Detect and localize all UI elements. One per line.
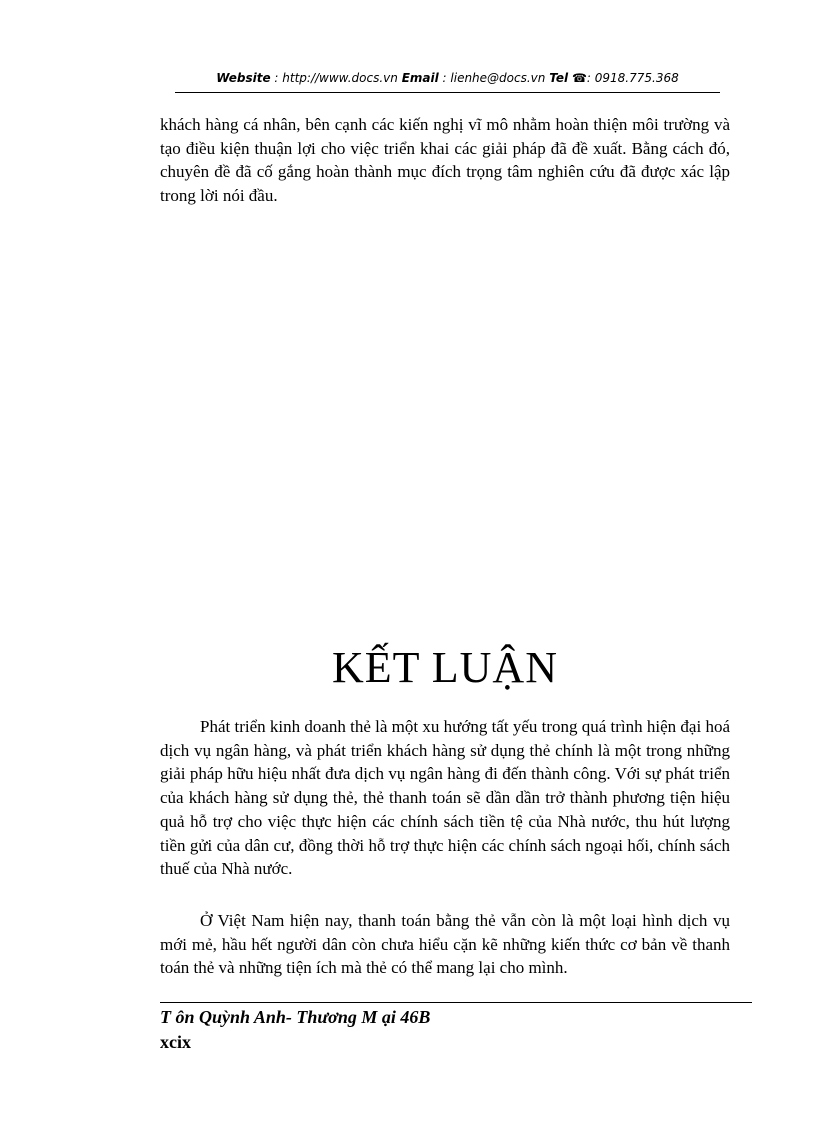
website-label: Website	[216, 71, 271, 85]
footer-rule	[160, 1002, 752, 1003]
section-title: KẾT LUẬN	[332, 643, 558, 692]
page-header	[175, 70, 720, 86]
phone-icon: ☎	[571, 71, 587, 85]
conclusion-paragraph-1: Phát triển kinh doanh thẻ là một xu hướng tất yếu trong quá trình hiện đại hoá dịch vụ ngân hàng, và phát triển khách hàng sử dụng thẻ chính là một trong những giải pháp hữu hiệu nhất đưa dịch vụ ngân hàng đi đến thành công. Với sự phát triển của khách hàng sử dụng thẻ, thẻ thanh toán sẽ dần dần trở thành phương tiện hiệu quả hỗ trợ cho việc thực hiện các chính sách tiền tệ của Nhà nước, thu hút lượng tiền gửi của dân cư, đồng thời hỗ trợ thực hiện các chính sách ngoại hối, chính sách thuế của Nhà nước.	[160, 717, 730, 879]
email-value: : lienhe@docs.vn	[442, 71, 546, 85]
continuation-paragraph: khách hàng cá nhân, bên cạnh các kiến nghị vĩ mô nhằm hoàn thiện môi trường và tạo điều kiện thuận lợi cho việc triển khai các giải pháp đã đề xuất. Bằng cách đó, chuyên đề đã cố gắng hoàn thành mục đích trọng tâm nghiên cứu đã được xác lập trong lời nói đầu.	[160, 115, 730, 205]
footer-author: T ôn Quỳnh Anh- Thương M ại 46B	[160, 1007, 431, 1027]
page-number: xcix	[160, 1032, 191, 1052]
website-value: : http://www.docs.vn	[274, 71, 398, 85]
tel-value: : 0918.775.368	[586, 71, 679, 85]
header-rule	[175, 92, 720, 93]
email-label: Email	[401, 71, 439, 85]
tel-label: Tel	[549, 71, 569, 85]
conclusion-paragraph-2: Ở Việt Nam hiện nay, thanh toán bằng thẻ vẫn còn là một loại hình dịch vụ mới mẻ, hầu hết người dân còn chưa hiểu cặn kẽ những kiến thức cơ bản về thanh toán thẻ và những tiện ích mà thẻ có thể mang lại cho mình.	[160, 911, 730, 978]
